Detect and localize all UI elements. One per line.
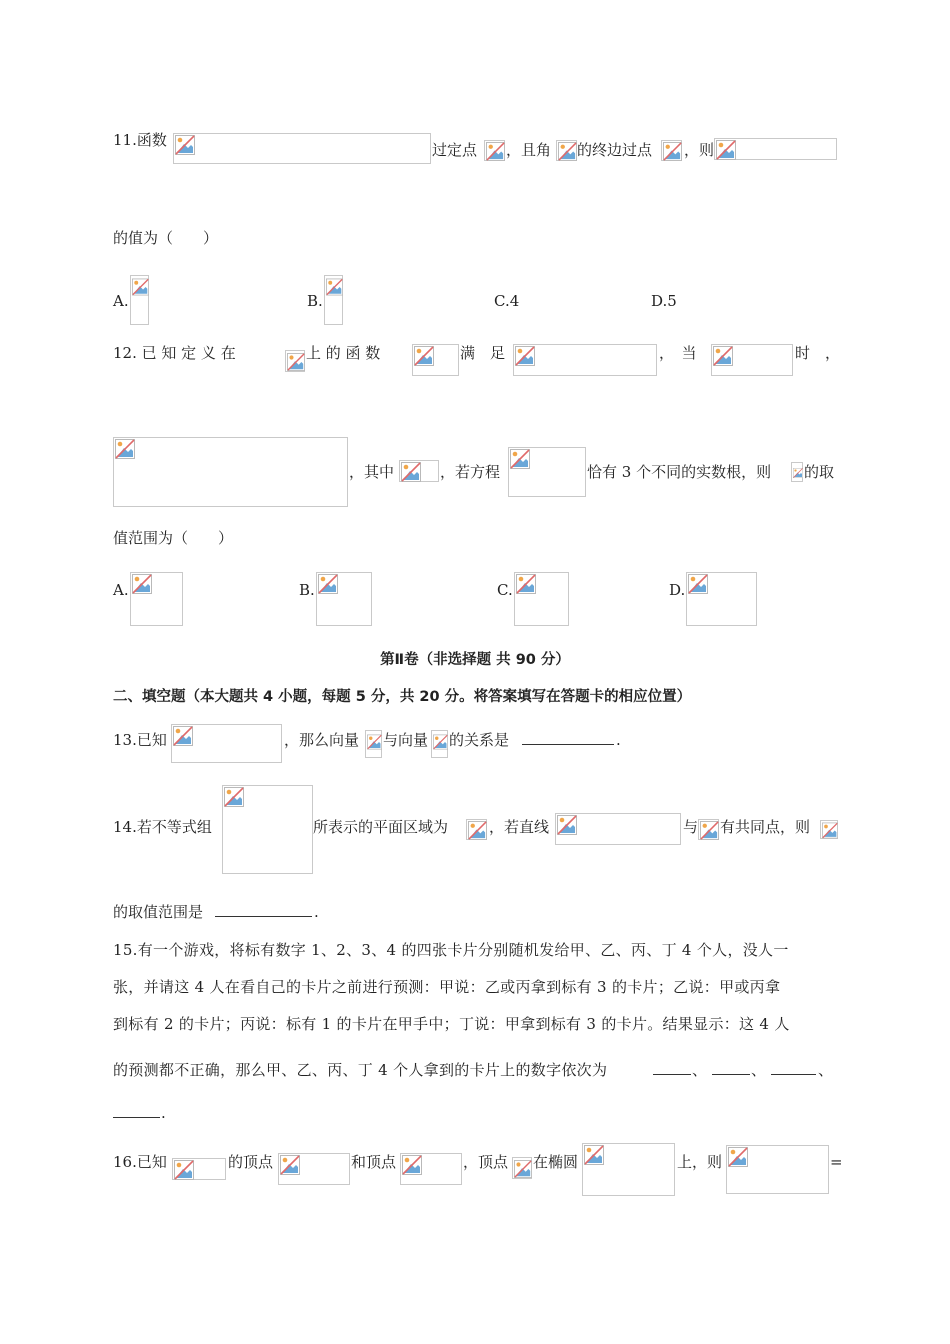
q12-text-6: ，若方程 — [440, 463, 501, 481]
q14-system-image — [222, 785, 313, 874]
q12-option-a-image — [130, 572, 183, 626]
q16-text-5: 上，则 — [677, 1153, 723, 1171]
q12-text-8: 的取 — [804, 463, 835, 481]
q15-blank-4[interactable] — [113, 1103, 160, 1118]
q13-text-2: 与向量 — [383, 731, 429, 749]
q11-text-4: ，则 — [684, 141, 715, 159]
q11-option-b-image — [324, 275, 343, 325]
q16-vertex3-image — [512, 1157, 532, 1179]
section-heading: 二、填空题（本大题共 4 小题，每题 5 分，共 20 分。将答案填写在答题卡的相应位置） — [113, 689, 692, 705]
q16-ratio-image — [726, 1145, 829, 1194]
q16-text-2: 和顶点 — [351, 1153, 397, 1171]
q11-option-c: C.4 — [494, 292, 520, 310]
q12-text-7: 恰有 3 个不同的实数根，则 — [587, 463, 772, 481]
q12-option-a: A. — [113, 581, 129, 599]
q14-answer-blank[interactable] — [215, 902, 312, 917]
q12-text-2: 满 足 — [460, 344, 506, 362]
q12-param-image — [791, 462, 803, 482]
q11-option-b: B. — [307, 292, 323, 310]
q14-line-image — [555, 813, 681, 845]
q12-text-1: 上 的 函 数 — [306, 344, 381, 362]
part2-title: 第Ⅱ卷（非选择题 共 90 分） — [380, 652, 570, 668]
q12-where-image — [399, 460, 439, 482]
q15-blank-2[interactable] — [712, 1060, 750, 1075]
q15-line2: 张，并请这 4 人在看自己的卡片之前进行预测：甲说：乙或丙拿到标有 3 的卡片；乙说：甲或丙拿 — [113, 978, 781, 996]
q12-option-b-image — [316, 572, 372, 626]
q16-ellipse-image — [582, 1143, 675, 1196]
q12-domain-image — [285, 350, 305, 372]
q11-option-a: A. — [113, 292, 129, 310]
q13-end: . — [616, 731, 621, 749]
q12-option-d: D. — [669, 581, 686, 599]
q15-blank-1[interactable] — [653, 1060, 691, 1075]
q12-func-image — [412, 344, 459, 376]
q14-end: . — [314, 903, 319, 921]
q12-text-4: 时 ， — [795, 344, 841, 362]
q12-start: 12. 已 知 定 义 在 — [113, 344, 236, 362]
q13-vector1-image — [365, 730, 382, 758]
q14-region2-image — [698, 819, 719, 840]
q13-answer-blank[interactable] — [522, 730, 614, 745]
q12-option-c: C. — [497, 581, 513, 599]
q14-text-3: 与 — [683, 818, 699, 836]
q13-start: 13.已知 — [113, 731, 167, 749]
q16-vertex1-image — [278, 1153, 350, 1185]
q12-text-5: ，其中 — [349, 463, 395, 481]
q11-text-3: 的终边过点 — [577, 141, 653, 159]
q14-text-2: ，若直线 — [489, 818, 550, 836]
q14-region-image — [466, 819, 487, 840]
q11-line2: 的值为（ ） — [113, 229, 219, 247]
q15-line3: 到标有 2 的卡片；丙说：标有 1 的卡片在甲手中；丁说：甲拿到标有 3 的卡片。结果显示：这 4 人 — [113, 1015, 790, 1033]
q14-text-1: 所表示的平面区域为 — [313, 818, 449, 836]
q15-line4: 的预测都不正确，那么甲、乙、丙、丁 4 个人拿到的卡片上的数字依次为 — [113, 1061, 608, 1079]
q11-option-a-image — [130, 275, 149, 325]
q11-text-1: 过定点 — [432, 141, 478, 159]
q11-formula-image — [173, 133, 431, 164]
q11-expr-image — [714, 138, 837, 160]
q16-text-4: 在椭圆 — [533, 1153, 579, 1171]
q14-text-4: 有共同点，则 — [720, 818, 811, 836]
q12-condition-image — [513, 344, 657, 376]
q12-piecewise-image — [113, 437, 348, 507]
q15-sep-2: 、 — [751, 1061, 767, 1079]
q13-text-3: 的关系是 — [449, 731, 510, 749]
q14-param-image — [820, 820, 838, 839]
q11-angle-image — [556, 140, 577, 161]
q16-triangle-image — [172, 1158, 226, 1180]
q15-blank-3[interactable] — [771, 1060, 816, 1075]
q12-equation-image — [508, 447, 586, 497]
q15-sep-1: 、 — [692, 1061, 708, 1079]
q15-line1: 15.有一个游戏，将标有数字 1、2、3、4 的四张卡片分别随机发给甲、乙、丙、丁 4 个人，没人一 — [113, 941, 789, 959]
q16-text-3: ，顶点 — [463, 1153, 509, 1171]
q11-text-2: ，且角 — [506, 141, 552, 159]
q11-start: 11.函数 — [113, 131, 167, 149]
q14-line2: 的取值范围是 — [113, 903, 204, 921]
q13-text-1: ，那么向量 — [284, 731, 360, 749]
q13-vector2-image — [431, 730, 448, 758]
q15-end: . — [161, 1104, 166, 1122]
q12-text-3: ， 当 — [659, 344, 697, 362]
q13-given-image — [171, 724, 282, 763]
q16-start: 16.已知 — [113, 1153, 167, 1171]
q11-point2-image — [661, 140, 682, 161]
q11-option-d: D.5 — [651, 292, 677, 310]
q15-sep-3: 、 — [818, 1061, 834, 1079]
q16-text-6: = — [830, 1153, 843, 1171]
q12-line3: 值范围为（ ） — [113, 529, 234, 547]
q12-interval-image — [711, 344, 793, 376]
q16-vertex2-image — [400, 1153, 462, 1185]
q11-point-image — [484, 140, 505, 161]
q16-text-1: 的顶点 — [228, 1153, 274, 1171]
q12-option-c-image — [514, 572, 569, 626]
q14-start: 14.若不等式组 — [113, 818, 212, 836]
q12-option-b: B. — [299, 581, 315, 599]
q12-option-d-image — [686, 572, 757, 626]
